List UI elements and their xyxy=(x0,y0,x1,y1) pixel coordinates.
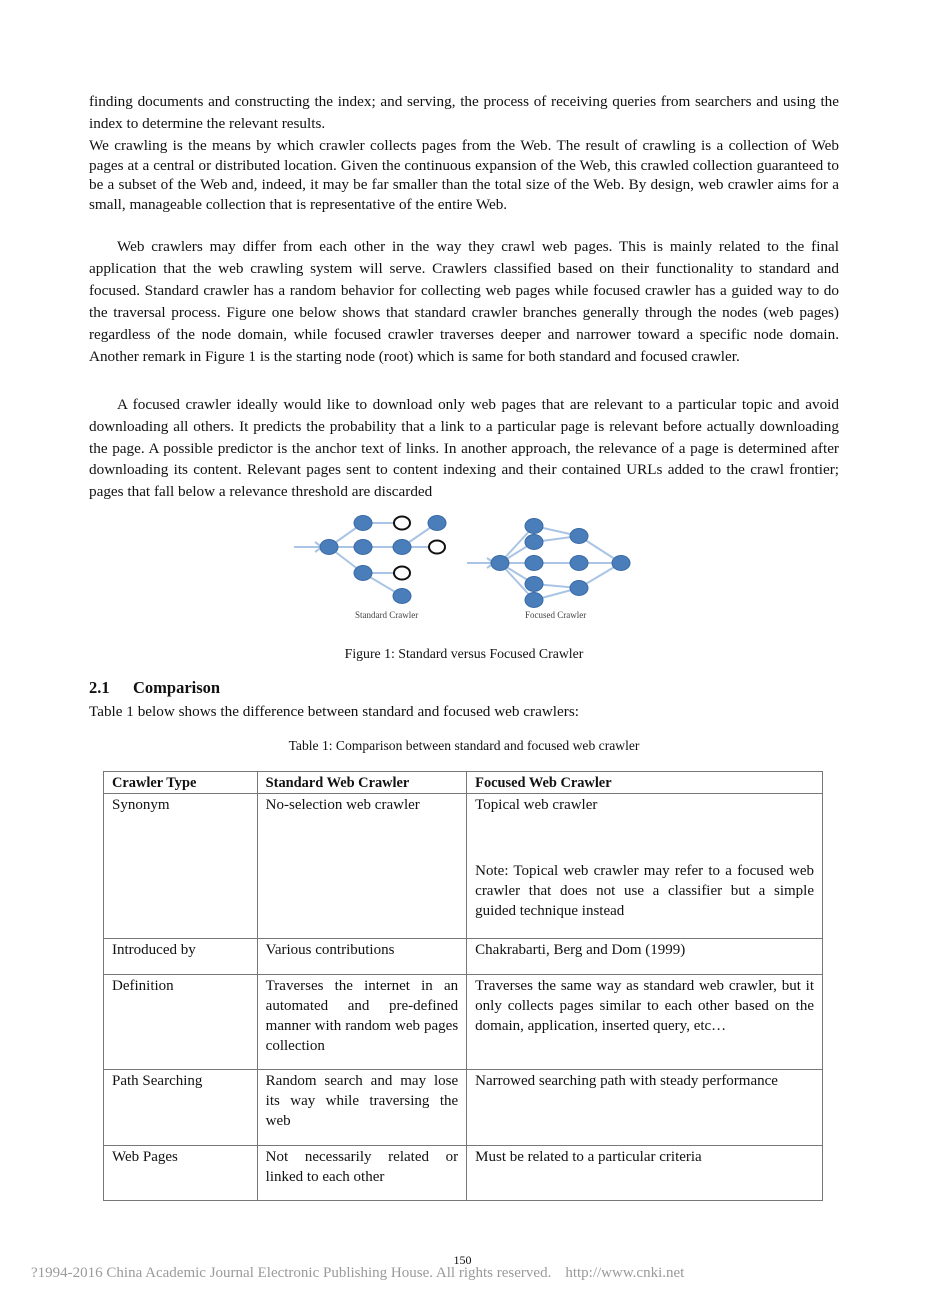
table-intro: Table 1 below shows the difference between standard and focused web crawlers: xyxy=(89,703,579,720)
paragraph-focused-crawler: A focused crawler ideally would like to download only web pages that are relevant to a particular topic and avoid downloading all others. It predicts the probability that a link to a particular page is relevant before actually downloading the page. A possible predictor is the anchor text of links. In another approach, the relevance of a page is determined after downloading its content. Relevant pages sent to content indexing and their contained URLs added to the crawl frontier; pages that fall below a relevance threshold are discarded xyxy=(89,396,839,501)
cell-standard: No-selection web crawler xyxy=(257,794,466,939)
focused-crawler-label: Focused Crawler xyxy=(525,610,587,620)
comparison-table xyxy=(103,771,823,1201)
cell-type: Synonym xyxy=(104,794,258,939)
section-heading xyxy=(89,678,220,698)
table-row xyxy=(104,794,823,939)
page-number: 150 xyxy=(453,1253,472,1267)
copyright-footer xyxy=(31,1265,684,1282)
header-standard: Standard Web Crawler xyxy=(257,772,466,794)
cell-focused: Chakrabarti, Berg and Dom (1999) xyxy=(467,939,823,975)
table-row xyxy=(104,939,823,975)
table-row xyxy=(104,1146,823,1201)
standard-crawler-edges xyxy=(294,523,437,596)
cell-type: Path Searching xyxy=(104,1070,258,1146)
footer-url[interactable]: http://www.cnki.net xyxy=(565,1265,685,1281)
figure-crawler-diagram xyxy=(289,508,649,628)
cell-focused xyxy=(467,794,823,939)
cell-focused-note: Note: Topical web crawler may refer to a focused web crawler that does not use a classifier but a simple guided technique instead xyxy=(475,863,814,919)
cell-focused: Narrowed searching path with steady performance xyxy=(467,1070,823,1146)
cell-standard: Traverses the internet in an automated and pre-defined manner with random web pages collection xyxy=(257,975,466,1070)
paragraph-crawling: We crawling is the means by which crawler collects pages from the Web. The result of crawling is a collection of Web pages at a central or distributed location. Given the continuous expansion of the Web, this crawled collection guaranteed to be a subset of the Web and, indeed, it may be far smaller than the total size of the Web. By design, web crawler aims for a small, manageable collection that is representative of the entire Web. xyxy=(89,137,839,213)
cell-standard: Not necessarily related or linked to each other xyxy=(257,1146,466,1201)
focused-crawler-edges xyxy=(467,526,621,600)
section-number: 2.1 xyxy=(89,678,110,697)
table-header-row xyxy=(104,772,823,794)
paragraph-crawler-types: Web crawlers may differ from each other in the way they crawl web pages. This is mainly related to the final application that the web crawling system will serve. Crawlers classified based on their functionality to standard and focused. Standard crawler has a random behavior for collecting web pages while focused crawler has a guided way to do the traversal process. Figure one below shows that standard crawler branches generally through the nodes (web pages) regardless of the node domain, while focused crawler traverses deeper and narrower toward a specific node domain. Another remark in Figure 1 is the starting node (root) which is same for both standard and focused crawler. xyxy=(89,238,839,365)
table-caption: Table 1: Comparison between standard and focused web crawler xyxy=(288,738,640,753)
crawler-graph-diagram xyxy=(289,508,649,628)
table-row xyxy=(104,975,823,1070)
cell-focused: Traverses the same way as standard web crawler, but it only collects pages similar to each other based on the domain, application, inserted query, etc… xyxy=(467,975,823,1070)
cell-type: Definition xyxy=(104,975,258,1070)
copyright-text: ?1994-2016 China Academic Journal Electronic Publishing House. All rights reserved. xyxy=(31,1265,552,1281)
cell-standard: Random search and may lose its way while traversing the web xyxy=(257,1070,466,1146)
figure-caption: Figure 1: Standard versus Focused Crawler xyxy=(344,646,584,661)
cell-type: Introduced by xyxy=(104,939,258,975)
section-title: Comparison xyxy=(133,678,221,697)
standard-crawler-label: Standard Crawler xyxy=(355,610,419,620)
cell-type: Web Pages xyxy=(104,1146,258,1201)
cell-focused-main: Topical web crawler xyxy=(475,797,598,813)
header-crawler-type: Crawler Type xyxy=(104,772,258,794)
paragraph-continued: finding documents and constructing the index; and serving, the process of receiving queries from searchers and using the index to determine the relevant results. xyxy=(89,93,839,132)
cell-focused: Must be related to a particular criteria xyxy=(467,1146,823,1201)
header-focused: Focused Web Crawler xyxy=(467,772,823,794)
table-row xyxy=(104,1070,823,1146)
cell-standard: Various contributions xyxy=(257,939,466,975)
